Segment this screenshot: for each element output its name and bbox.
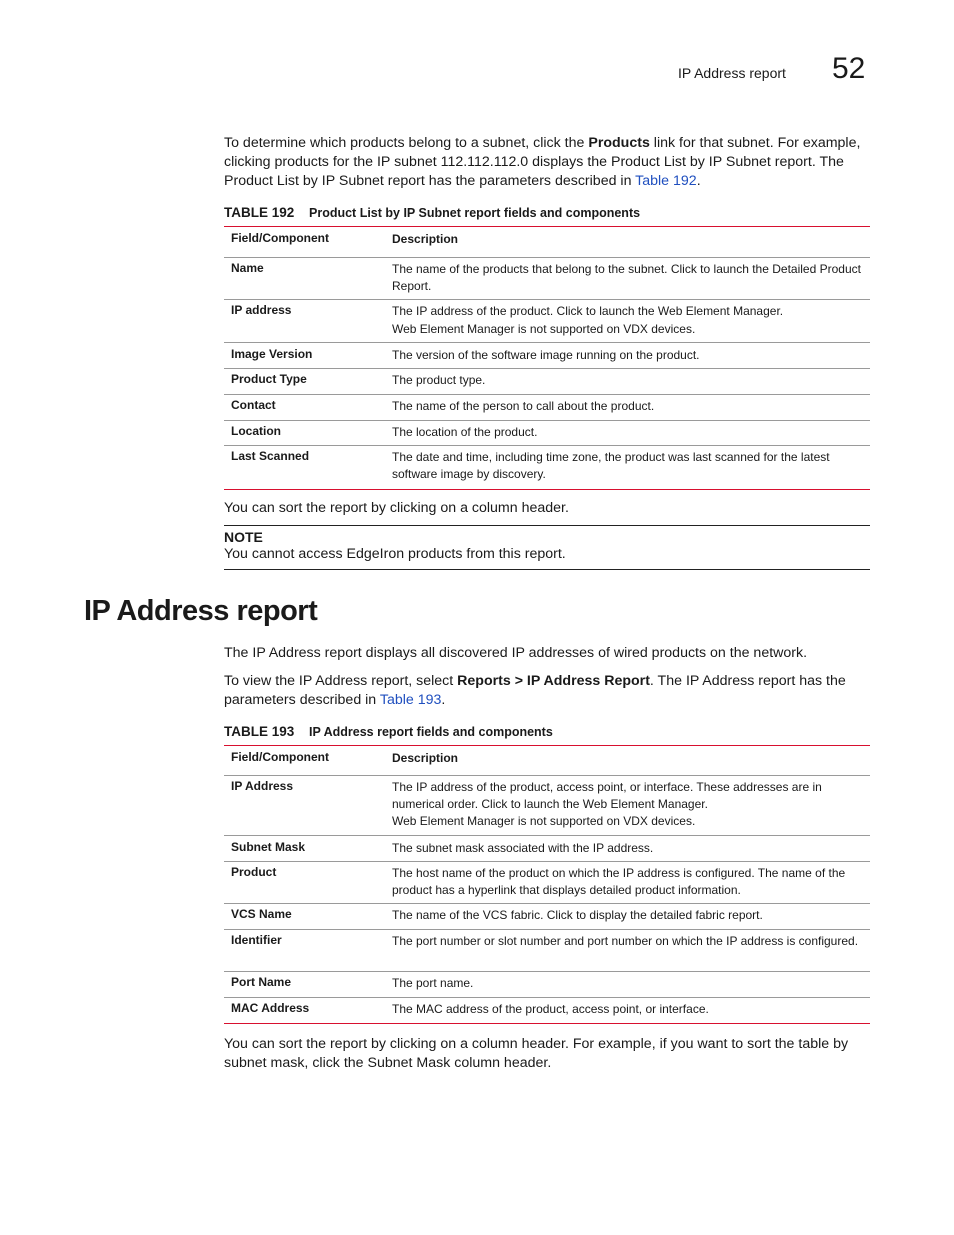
table-row (224, 862, 870, 904)
field-name: Product Type (231, 372, 307, 386)
field-name: Subnet Mask (231, 840, 306, 854)
table-192-link[interactable]: Table 192 (635, 173, 697, 189)
field-description: The subnet mask associated with the IP address. (392, 841, 654, 855)
field-name: IP Address (231, 779, 294, 793)
column-header-field: Field/Component (231, 231, 329, 245)
field-description: The product type. (392, 373, 486, 387)
field-name: MAC Address (231, 1001, 310, 1015)
table-row (224, 930, 870, 972)
field-description: The name of the person to call about the product. (392, 399, 655, 413)
field-description (392, 779, 870, 835)
field-name: Product (231, 865, 277, 879)
chapter-number: 52 (832, 52, 866, 85)
menu-path: Reports > IP Address Report (457, 673, 650, 689)
field-description: The port name. (392, 976, 474, 990)
table-row (224, 904, 870, 930)
field-description-line: The IP address of the product. Click to launch the Web Element Manager. (392, 304, 784, 318)
field-name: IP address (231, 303, 292, 317)
table-header-row (224, 746, 870, 776)
note-label: NOTE (224, 529, 263, 545)
field-name: Port Name (231, 975, 292, 989)
field-name: Last Scanned (231, 449, 310, 463)
table-row (224, 998, 870, 1023)
field-description: The MAC address of the product, access point, or interface. (392, 1002, 709, 1016)
field-description: The name of the VCS fabric. Click to display the detailed fabric report. (392, 908, 763, 922)
section-text-end: . (441, 692, 446, 708)
intro-text-end: . (696, 173, 701, 189)
field-description-note: Web Element Manager is not supported on VDX devices. (392, 321, 696, 336)
note-box (224, 525, 870, 570)
field-description: The port number or slot number and port number on which the IP address is configured. (392, 934, 859, 948)
section-text-a: To view the IP Address report, select (224, 673, 458, 689)
field-name: Image Version (231, 347, 313, 361)
table-192 (224, 226, 870, 490)
sort-note-paragraph: You can sort the report by clicking on a column header. (224, 500, 569, 516)
table-row (224, 446, 870, 489)
table-193-link[interactable]: Table 193 (379, 692, 442, 708)
table-193-label: TABLE 193 (224, 724, 295, 739)
table-192-label: TABLE 192 (224, 205, 295, 220)
table-row (224, 300, 870, 343)
sort-note-paragraph-2: You can sort the report by clicking on a column header. For example, if you want to sort the table by subnet mask, click the Subnet Mask column header. (224, 1036, 849, 1071)
intro-text-a: To determine which products belong to a subnet, click the (224, 135, 589, 151)
table-row (224, 258, 870, 300)
column-header-description: Description (392, 751, 459, 765)
table-192-caption (224, 205, 640, 220)
field-description-line: The IP address of the product, access point, or interface. These addresses are in numerical order. Click to launch the Web Element Manager. (392, 780, 822, 811)
running-header-title: IP Address report (678, 65, 786, 81)
table-192-title: Product List by IP Subnet report fields and components (309, 206, 641, 220)
table-row (224, 421, 870, 446)
field-name: Contact (231, 398, 276, 412)
table-193-caption (224, 724, 553, 739)
intro-text-b: link for that subnet. For example, clicking products for the IP subnet 112.112.112.0 displays the Product List by IP Subnet report. The Product List by IP Subnet report has the parameters described in (224, 135, 861, 189)
field-description: The name of the products that belong to the subnet. Click to launch the Detailed Product Report. (392, 262, 861, 293)
field-description: The location of the product. (392, 425, 538, 439)
field-name: Location (231, 424, 281, 438)
table-193-title: IP Address report fields and components (309, 725, 553, 739)
note-text: You cannot access EdgeIron products from this report. (224, 546, 566, 562)
table-row (224, 776, 870, 836)
table-193 (224, 745, 870, 1024)
column-header-description: Description (392, 232, 459, 246)
table-header-row (224, 227, 870, 258)
table-row (224, 395, 870, 421)
table-row (224, 369, 870, 395)
table-row (224, 972, 870, 998)
field-description (392, 303, 870, 342)
field-name: Identifier (231, 933, 282, 947)
field-name: VCS Name (231, 907, 292, 921)
field-description: The date and time, including time zone, the product was last scanned for the latest software image by discovery. (392, 450, 830, 481)
section-paragraph-1: The IP Address report displays all discovered IP addresses of wired products on the network. (224, 645, 808, 661)
column-header-field: Field/Component (231, 750, 329, 764)
table-row (224, 836, 870, 862)
field-description: The host name of the product on which the IP address is configured. The name of the product has a hyperlink that displays detailed product information. (392, 866, 846, 897)
field-description-note: Web Element Manager is not supported on VDX devices. (392, 814, 696, 828)
field-description: The version of the software image running on the product. (392, 348, 700, 362)
section-paragraph-2 (224, 672, 872, 710)
field-name: Name (231, 261, 264, 275)
section-text-b: . The IP Address report has the parameters described in (224, 673, 846, 708)
section-heading: IP Address report (84, 595, 318, 627)
table-row (224, 343, 870, 369)
intro-paragraph (224, 134, 872, 191)
products-menu-term: Products (588, 135, 650, 151)
